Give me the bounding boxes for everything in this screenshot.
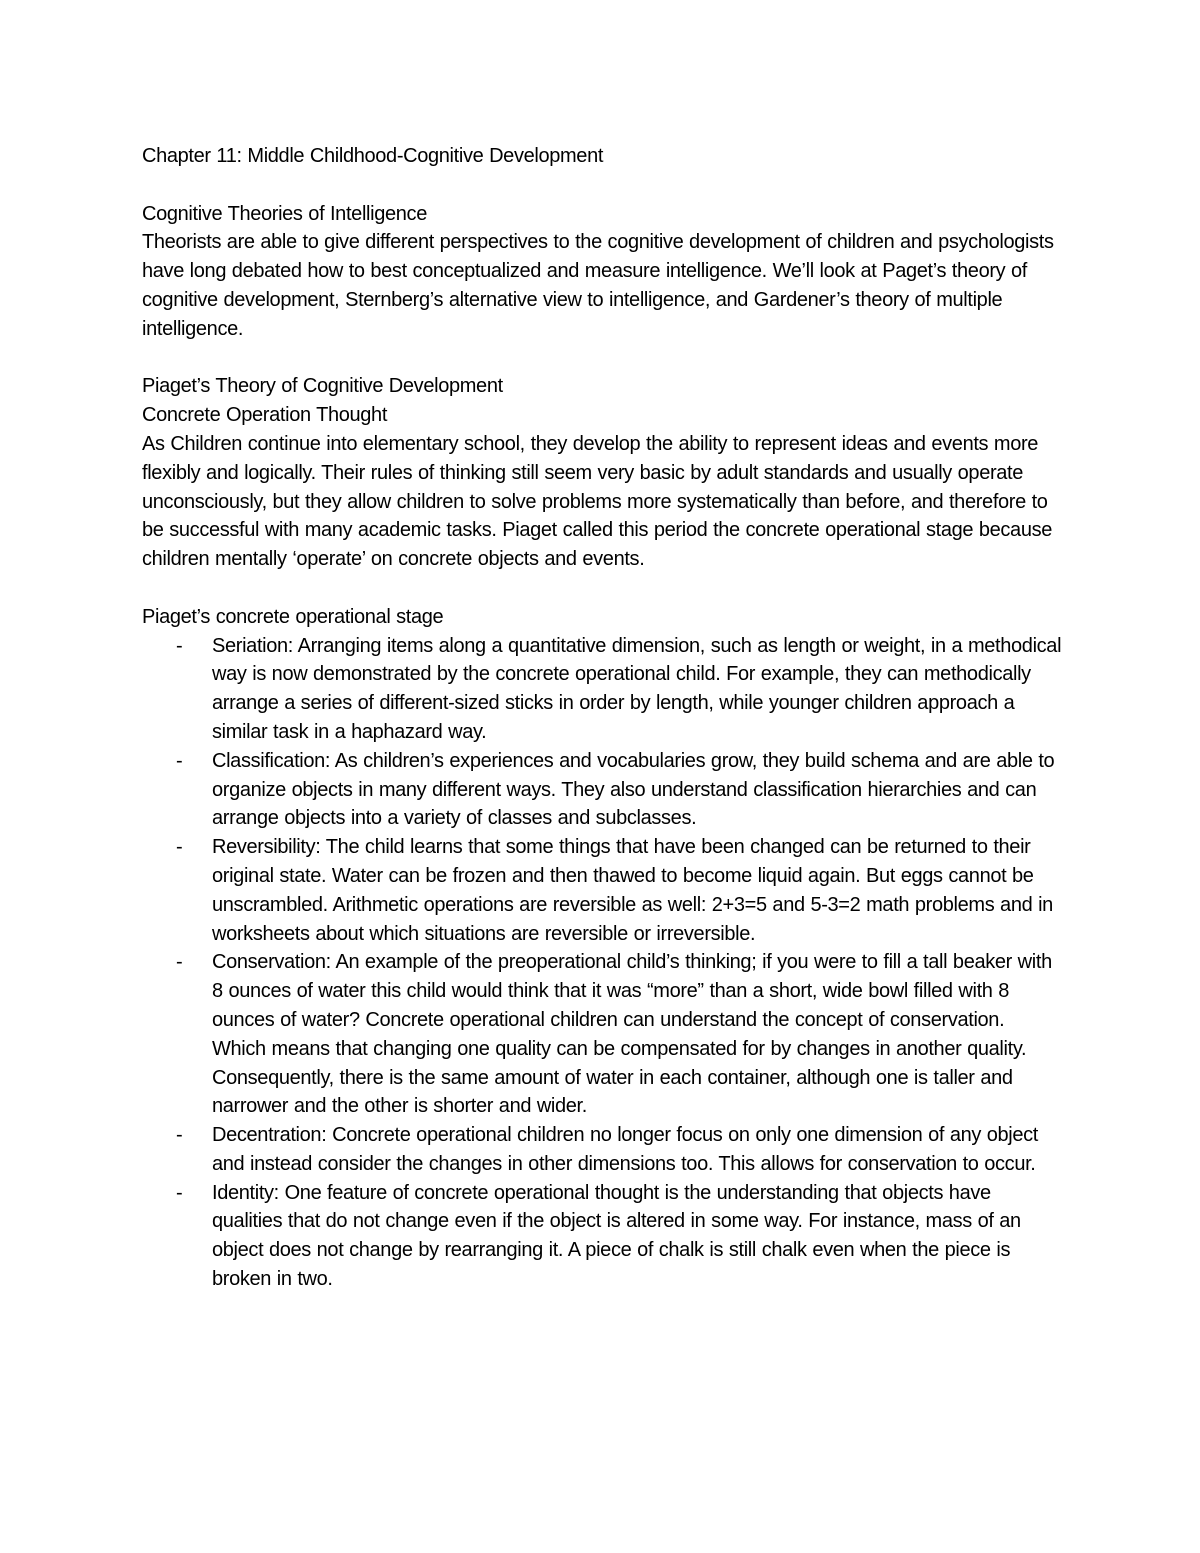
bullet-text: Seriation: Arranging items along a quantitative dimension, such as length or weight, in a methodical way is now demonstrated by the concrete operational child. For example, they can methodically arrange a series of different-sized sticks in order by length, while younger children approach a similar task in a haphazard way. <box>212 634 1062 743</box>
section-subheading-concrete-operation: Concrete Operation Thought <box>142 404 388 427</box>
bullet-dash: - <box>176 1124 183 1147</box>
bullet-text: Conservation: An example of the preoperational child’s thinking; if you were to fill a tall beaker with 8 ounces of water this child would think that it was “more” than a short, wide bowl filled with 8 ounces of water? Concrete operational children can understand the concept of conservation. Which means that changing one quality can be compensated for by changes in another quality. Consequently, there is the same amount of water in each container, although one is taller and narrower and the other is shorter and wider. <box>212 951 1052 1118</box>
bullet-dash: - <box>176 634 183 657</box>
bullet-dash: - <box>176 749 183 772</box>
bullet-item-conservation <box>142 948 1062 1121</box>
section-heading-concrete-stage: Piaget’s concrete operational stage <box>142 605 444 628</box>
section-paragraph-concrete-operation: As Children continue into elementary school, they develop the ability to represent ideas and events more flexibly and logically. Their rules of thinking still seem very basic by adult standards and usually operate unconsciously, but they allow children to solve problems more systematically than before, and therefore to be successful with many academic tasks. Piaget called this period the concrete operational stage because children mentally ‘operate’ on concrete objects and events. <box>142 432 1053 571</box>
document-page <box>142 142 1062 1294</box>
bullet-text: Identity: One feature of concrete operational thought is the understanding that objects have qualities that do not change even if the object is altered in some way. For instance, mass of an object does not change by rearranging it. A piece of chalk is still chalk even when the piece is broken in two. <box>212 1181 1021 1291</box>
section-heading-cognitive-theories: Cognitive Theories of Intelligence <box>142 202 427 225</box>
section-heading-piaget-theory: Piaget’s Theory of Cognitive Development <box>142 375 503 398</box>
section-paragraph-cognitive-theories: Theorists are able to give different perspectives to the cognitive development of children and psychologists have long debated how to best conceptualized and measure intelligence. We’ll look at Paget’s theory of cognitive development, Sternberg’s alternative view to intelligence, and Gardener’s theory of multiple intelligence. <box>142 231 1054 340</box>
bullet-dash: - <box>176 951 183 974</box>
bullet-text: Decentration: Concrete operational children no longer focus on only one dimension of any object and instead consider the changes in other dimensions too. This allows for conservation to occur. <box>212 1124 1039 1175</box>
bullet-dash: - <box>176 1181 183 1204</box>
bullet-item-decentration <box>142 1121 1062 1179</box>
bullet-item-identity <box>142 1179 1062 1294</box>
spacer <box>142 344 1062 373</box>
bullet-item-classification <box>142 747 1062 833</box>
bullet-text: Reversibility: The child learns that some things that have been changed can be returned to their original state. Water can be frozen and then thawed to become liquid again. But eggs cannot be unscrambled. Arithmetic operations are reversible as well: 2+3=5 and 5-3=2 math problems and in worksheets about which situations are reversible or irreversible. <box>212 836 1053 945</box>
bullet-item-seriation <box>142 632 1062 747</box>
concrete-stage-bullet-list <box>142 632 1062 1294</box>
bullet-text: Classification: As children’s experiences and vocabularies grow, they build schema and are able to organize objects in many different ways. They also understand classification hierarchies and can arrange objects into a variety of classes and subclasses. <box>212 749 1055 830</box>
spacer <box>142 171 1062 200</box>
chapter-title: Chapter 11: Middle Childhood-Cognitive Development <box>142 145 604 167</box>
bullet-item-reversibility <box>142 833 1062 948</box>
bullet-dash: - <box>176 836 183 859</box>
spacer <box>142 574 1062 603</box>
